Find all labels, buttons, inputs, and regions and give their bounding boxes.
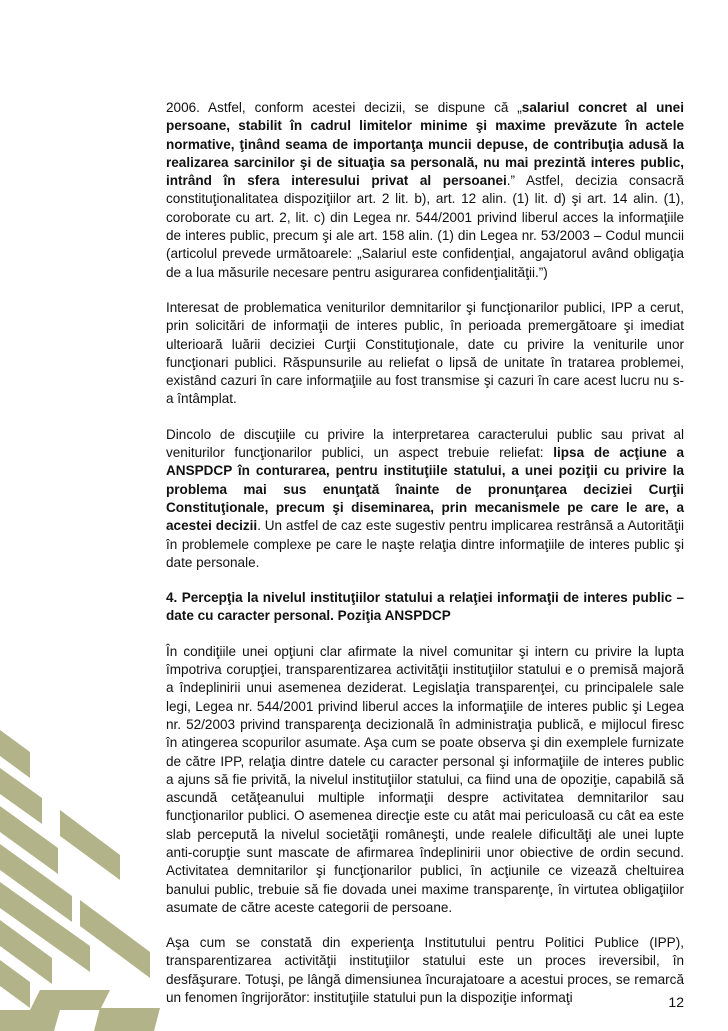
document-body bbox=[166, 99, 684, 1024]
paragraph bbox=[166, 99, 684, 282]
paragraph bbox=[166, 299, 684, 409]
bold-text-run: 4. Percepţia la nivelul instituţiilor statului a relaţiei informaţii de interes public – date cu caracter personal. Poziţia ANSPDCP bbox=[166, 590, 684, 624]
bold-text-run: salariul concret al unei persoane, stabilit în cadrul limitelor minime şi maxime prevăzute în actele normative, ţinând seama de importanţa muncii depuse, de contribuţia adusă la realizarea sarcinilor şi de situaţia sa personală, nu mai prezintă interes public, intrând în sfera interesului privat al persoanei bbox=[166, 100, 684, 189]
text-run: Dincolo de discuţiile cu privire la interpretarea caracterului public sau privat al veniturilor funcţionarilor publici, un aspect trebuie reliefat: bbox=[166, 426, 684, 461]
paragraph bbox=[166, 426, 684, 572]
olive-chevron-pattern-icon bbox=[0, 690, 160, 1031]
text-run: .” Astfel, decizia consacră constituţionalitatea dispoziţiilor art. 2 lit. b), art. 12 alin. (1) lit. d) şi art. 14 alin. (1), coroborate cu art. 2, lit. c) din Legea nr. 544/2001 privind liberul acces la informaţiile de interes public, precum şi ale art. 158 alin. (1) din Legea nr. 53/2003 – Codul muncii (articolul prevede următoarele: „Salariul este confidenţial, angajatorul având obligaţia de a lua măsurile necesare pentru asigurarea confidenţialităţii.”) bbox=[166, 173, 684, 280]
text-run: Interesat de problematica veniturilor demnitarilor şi funcţionarilor publici, IPP a cerut, prin solicitări de informaţii de interes public, în perioada premergătoare şi imediat ulterioară luării deciziei Curţii Constituţionale, date cu privire la veniturile unor funcţionari publici. Răspunsurile au reliefat o lipsă de unitate în tratarea problemei, existând cazuri în care informaţiile au fost transmise şi cazuri în care acest lucru nu s-a întâmplat. bbox=[166, 299, 684, 407]
paragraph bbox=[166, 643, 684, 917]
bold-text-run: lipsa de acţiune a ANSPDCP în conturarea, pentru instituţiile statului, a unei poziţii cu privire la problema mai sus enunţată înainte de pronunţarea deciziei Curţii Constituţionale, precum şi diseminarea, prin mecanismele pe care le are, a acestei decizii bbox=[166, 445, 684, 534]
page-number: 12 bbox=[668, 994, 684, 1010]
text-run: . Un astfel de caz este sugestiv pentru implicarea restrânsă a Autorităţii în problemele complexe pe care le naşte relaţia dintre informaţiile de interes public şi date personale. bbox=[166, 518, 685, 570]
text-run: 2006. Astfel, conform acestei decizii, se dispune că „ bbox=[166, 100, 522, 115]
text-run: În condiţiile unei opţiuni clar afirmate la nivel comunitar şi intern cu privire la lupta împotriva corupţiei, transparentizarea activităţii instituţiilor statului e o premisă majoră a îndeplinirii unui asemenea deziderat. Legislaţia transparenţei, cu principalele sale legi, Legea nr. 544/2001 privind liberul acces la informaţiile de interes public şi Legea nr. 52/2003 privind transparenţa decizională în administraţia publică, e mijlocul firesc în atingerea scopurilor asumate. Aşa cum se poate observa şi din exemplele furnizate de către IPP, relaţia dintre datele cu caracter personal şi informaţiile de interes public a ajuns să fie privită, la nivelul instituţiilor statului, ca fiind una de opoziţie, capabilă să ascundă cetăţeanului multiple informaţii despre activitatea demnitarilor sau funcţionarilor publici. O asemenea direcţie este cu atât mai periculoasă cu cât ea este slab percepută la nivelul societăţii româneşti, unde realele dificultăţi ale unei lupte anti-corupţie sunt mascate de afirmarea îndeplinirii unor obiective de ordin secund. Activitatea demnitarilor şi funcţionarilor publici, în acţiunile ce vizează cheltuirea banului public, trebuie să fie dovada unei maxime transparenţe, în virtutea obligaţiilor asumate de către aceste categorii de persoane. bbox=[166, 643, 684, 915]
text-run: Aşa cum se constată din experienţa Institutului pentru Politici Publice (IPP), transparentizarea activităţii instituţiilor statului este un proces ireversibil, în desfăşurare. Totuşi, pe lângă dimensiunea încurajatoare a acestui proces, se remarcă un fenomen îngrijorător: instituţiile statului pun la dispoziţie informaţi bbox=[166, 935, 684, 1006]
paragraph bbox=[166, 934, 684, 1007]
section-heading bbox=[166, 589, 684, 626]
